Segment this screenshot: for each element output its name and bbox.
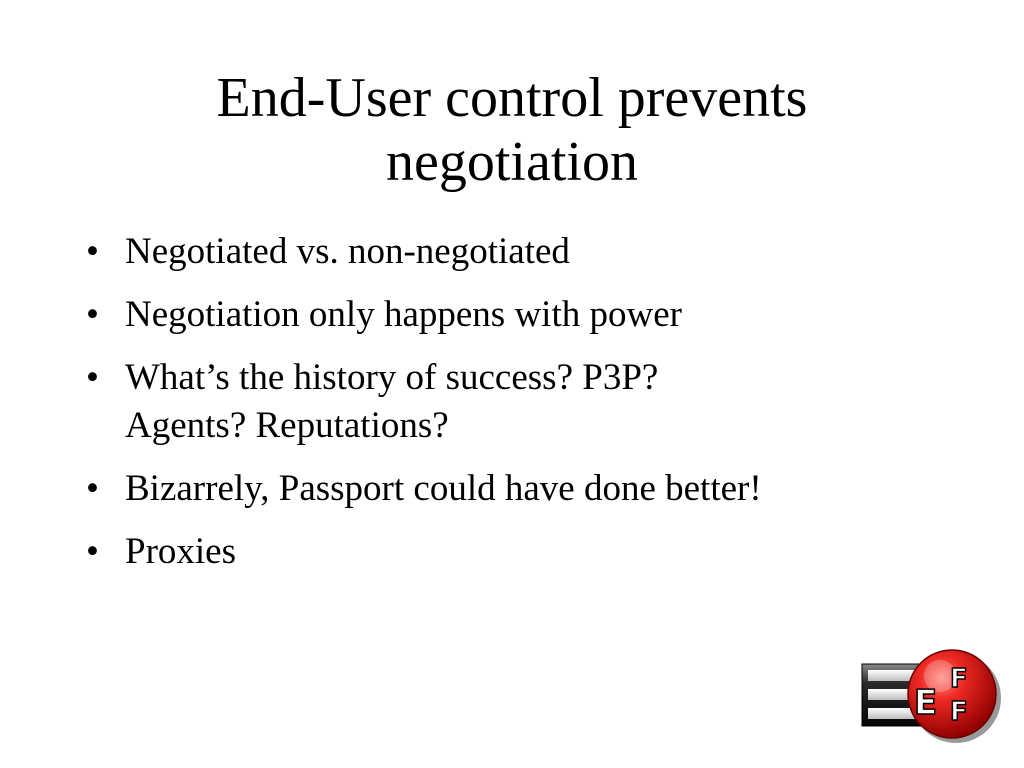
- bullet-line: Bizarrely, Passport could have done better!: [125, 468, 762, 509]
- bullet-line: Negotiated vs. non-negotiated: [125, 231, 570, 272]
- bullet-marker: •: [86, 231, 99, 272]
- bullet-text: [125, 228, 964, 276]
- slide-title: [80, 66, 944, 194]
- title-line-2: negotiation: [386, 131, 638, 193]
- bullet-line: Proxies: [125, 531, 236, 572]
- bullet-item-2: [84, 291, 964, 339]
- logo-letter-f1: F: [950, 664, 968, 694]
- bullet-text: [125, 291, 964, 339]
- bullet-line: Negotiation only happens with power: [125, 294, 682, 335]
- bullet-list: [84, 228, 964, 591]
- bullet-marker: •: [86, 294, 99, 335]
- bullet-item-4: [84, 465, 964, 513]
- logo-letter-e: E: [914, 683, 938, 723]
- logo-letter-f2: F: [950, 697, 968, 727]
- bullet-marker: •: [86, 468, 99, 509]
- bullet-item-1: [84, 228, 964, 276]
- bullet-text: [125, 465, 964, 513]
- bullet-line: Agents? Reputations?: [125, 405, 449, 446]
- bullet-text: [125, 354, 964, 450]
- bullet-item-5: [84, 528, 964, 576]
- bullet-marker: •: [86, 357, 99, 398]
- title-line-1: End-User control prevents: [216, 67, 808, 129]
- bullet-item-3: [84, 354, 964, 450]
- bullet-marker: •: [86, 531, 99, 572]
- bullet-line: What’s the history of success? P3P?: [125, 357, 659, 398]
- bullet-text: [125, 528, 964, 576]
- eff-logo: [858, 642, 1004, 748]
